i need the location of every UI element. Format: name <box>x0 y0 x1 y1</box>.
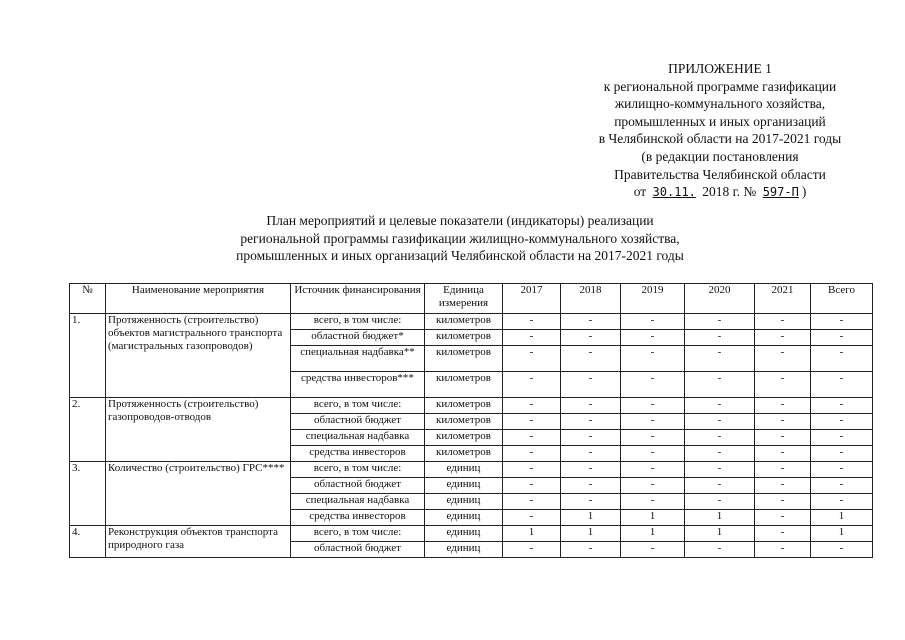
plan-title-line: региональной программы газификации жилищно-коммунального хозяйства, <box>240 230 680 246</box>
handwritten-number: 597-П <box>762 185 799 200</box>
cell-value-2018: - <box>561 542 621 558</box>
cell-activity-name: Протяженность (строительство) газопроводов-отводов <box>106 398 291 462</box>
cell-value-2017: - <box>503 398 561 414</box>
cell-value-total: - <box>811 414 873 430</box>
cell-funding-source: специальная надбавка <box>291 494 425 510</box>
cell-value-2019: - <box>621 398 685 414</box>
cell-unit: километров <box>425 430 503 446</box>
cell-value-total: - <box>811 494 873 510</box>
cell-value-2021: - <box>755 346 811 372</box>
header-2021: 2021 <box>755 284 811 314</box>
appendix-line: (в редакции постановления <box>641 148 799 164</box>
header-unit: Единица измерения <box>425 284 503 314</box>
cell-value-2017: - <box>503 478 561 494</box>
cell-unit: единиц <box>425 542 503 558</box>
cell-value-2020: - <box>685 372 755 398</box>
cell-value-2018: - <box>561 398 621 414</box>
table-row <box>70 398 873 414</box>
handwritten-date: 30.11. <box>652 185 696 200</box>
cell-number: 3. <box>70 462 106 526</box>
cell-value-2017: - <box>503 446 561 462</box>
header-2018: 2018 <box>561 284 621 314</box>
cell-value-2021: - <box>755 446 811 462</box>
plan-title-line: План мероприятий и целевые показатели (индикаторы) реализации <box>266 213 654 228</box>
cell-value-total: - <box>811 346 873 372</box>
cell-funding-source: всего, в том числе: <box>291 398 425 414</box>
appendix-title: ПРИЛОЖЕНИЕ 1 <box>668 61 772 76</box>
cell-value-2018: - <box>561 494 621 510</box>
cell-value-2020: - <box>685 314 755 330</box>
cell-unit: километров <box>425 314 503 330</box>
cell-funding-source: всего, в том числе: <box>291 526 425 542</box>
cell-value-total: 1 <box>811 526 873 542</box>
cell-unit: единиц <box>425 526 503 542</box>
cell-value-2020: - <box>685 346 755 372</box>
cell-funding-source: специальная надбавка <box>291 430 425 446</box>
cell-number: 4. <box>70 526 106 558</box>
plan-title <box>150 212 770 265</box>
cell-value-2021: - <box>755 398 811 414</box>
cell-value-2020: - <box>685 494 755 510</box>
cell-funding-source: средства инвесторов <box>291 510 425 526</box>
cell-value-2017: - <box>503 462 561 478</box>
cell-funding-source: всего, в том числе: <box>291 462 425 478</box>
cell-value-total: - <box>811 398 873 414</box>
appendix-line: в Челябинской области на 2017-2021 годы <box>598 131 842 147</box>
cell-unit: единиц <box>425 494 503 510</box>
cell-value-2019: 1 <box>621 526 685 542</box>
table-row <box>70 314 873 330</box>
cell-value-total: - <box>811 446 873 462</box>
cell-value-2021: - <box>755 462 811 478</box>
cell-value-2017: - <box>503 372 561 398</box>
table-row <box>70 526 873 542</box>
cell-value-2019: - <box>621 494 685 510</box>
cell-activity-name: Количество (строительство) ГРС**** <box>106 462 291 526</box>
cell-value-total: - <box>811 462 873 478</box>
cell-value-2019: 1 <box>621 510 685 526</box>
indicators-table <box>69 283 873 558</box>
cell-value-total: 1 <box>811 510 873 526</box>
cell-value-total: - <box>811 542 873 558</box>
cell-value-2019: - <box>621 430 685 446</box>
appendix-line: промышленных и иных организаций <box>614 113 826 129</box>
cell-unit: километров <box>425 330 503 346</box>
appendix-line: Правительства Челябинской области <box>614 166 826 182</box>
cell-value-2018: - <box>561 372 621 398</box>
cell-value-2017: - <box>503 346 561 372</box>
appendix-header <box>560 60 880 202</box>
cell-value-2020: - <box>685 414 755 430</box>
cell-value-2018: - <box>561 478 621 494</box>
appendix-line: жилищно-коммунального хозяйства, <box>614 96 826 112</box>
cell-unit: километров <box>425 414 503 430</box>
cell-value-2018: - <box>561 414 621 430</box>
cell-value-2018: - <box>561 430 621 446</box>
cell-unit: километров <box>425 372 503 398</box>
cell-value-2018: - <box>561 314 621 330</box>
cell-value-2020: - <box>685 478 755 494</box>
table-header-row <box>70 284 873 314</box>
header-2020: 2020 <box>685 284 755 314</box>
cell-value-2020: 1 <box>685 526 755 542</box>
header-2019: 2019 <box>621 284 685 314</box>
date-suffix: ) <box>801 184 807 200</box>
table-row <box>70 462 873 478</box>
header-name: Наименование мероприятия <box>106 284 291 314</box>
cell-unit: единиц <box>425 478 503 494</box>
cell-value-2021: - <box>755 494 811 510</box>
cell-activity-name: Протяженность (строительство) объектов магистрального транспорта (магистральных газопроводов) <box>106 314 291 398</box>
cell-value-total: - <box>811 478 873 494</box>
cell-funding-source: областной бюджет <box>291 414 425 430</box>
cell-value-2021: - <box>755 314 811 330</box>
cell-value-2018: - <box>561 346 621 372</box>
cell-value-2019: - <box>621 446 685 462</box>
header-source: Источник финансирования <box>291 284 425 314</box>
cell-value-2021: - <box>755 414 811 430</box>
cell-value-2018: 1 <box>561 510 621 526</box>
header-num: № <box>70 284 106 314</box>
cell-value-2017: - <box>503 542 561 558</box>
cell-value-2020: - <box>685 446 755 462</box>
cell-value-2020: - <box>685 398 755 414</box>
cell-unit: километров <box>425 398 503 414</box>
cell-activity-name: Реконструкция объектов транспорта природного газа <box>106 526 291 558</box>
cell-value-2020: - <box>685 542 755 558</box>
cell-value-2019: - <box>621 414 685 430</box>
cell-value-2018: 1 <box>561 526 621 542</box>
cell-value-2020: - <box>685 330 755 346</box>
cell-funding-source: средства инвесторов <box>291 446 425 462</box>
cell-unit: километров <box>425 346 503 372</box>
cell-funding-source: областной бюджет <box>291 542 425 558</box>
cell-value-2019: - <box>621 314 685 330</box>
cell-value-2017: - <box>503 510 561 526</box>
cell-number: 1. <box>70 314 106 398</box>
cell-value-2017: - <box>503 414 561 430</box>
cell-value-total: - <box>811 314 873 330</box>
cell-value-2020: - <box>685 462 755 478</box>
cell-value-2018: - <box>561 330 621 346</box>
cell-value-2021: - <box>755 478 811 494</box>
cell-value-2021: - <box>755 372 811 398</box>
cell-value-2021: - <box>755 526 811 542</box>
cell-value-2021: - <box>755 542 811 558</box>
cell-number: 2. <box>70 398 106 462</box>
cell-value-2018: - <box>561 446 621 462</box>
cell-funding-source: областной бюджет <box>291 478 425 494</box>
header-2017: 2017 <box>503 284 561 314</box>
cell-value-2020: - <box>685 430 755 446</box>
cell-value-2018: - <box>561 462 621 478</box>
cell-unit: километров <box>425 446 503 462</box>
cell-value-2021: - <box>755 430 811 446</box>
header-total: Всего <box>811 284 873 314</box>
table-body <box>70 314 873 558</box>
cell-unit: единиц <box>425 462 503 478</box>
cell-value-2019: - <box>621 542 685 558</box>
resolution-date-line <box>560 183 880 202</box>
cell-value-2020: 1 <box>685 510 755 526</box>
cell-value-2019: - <box>621 346 685 372</box>
cell-value-2019: - <box>621 478 685 494</box>
plan-title-line: промышленных и иных организаций Челябинской области на 2017-2021 годы <box>236 248 684 264</box>
cell-funding-source: всего, в том числе: <box>291 314 425 330</box>
cell-value-2019: - <box>621 372 685 398</box>
cell-value-total: - <box>811 330 873 346</box>
date-prefix: от <box>633 184 647 200</box>
cell-value-2017: 1 <box>503 526 561 542</box>
cell-unit: единиц <box>425 510 503 526</box>
cell-value-2019: - <box>621 330 685 346</box>
cell-funding-source: специальная надбавка** <box>291 346 425 372</box>
cell-value-total: - <box>811 430 873 446</box>
cell-value-2021: - <box>755 330 811 346</box>
cell-funding-source: средства инвесторов*** <box>291 372 425 398</box>
cell-value-2017: - <box>503 494 561 510</box>
cell-value-2019: - <box>621 462 685 478</box>
cell-value-2017: - <box>503 314 561 330</box>
cell-value-2017: - <box>503 330 561 346</box>
date-year: 2018 г. № <box>702 184 757 200</box>
cell-funding-source: областной бюджет* <box>291 330 425 346</box>
cell-value-2017: - <box>503 430 561 446</box>
cell-value-2021: - <box>755 510 811 526</box>
cell-value-total: - <box>811 372 873 398</box>
appendix-line: к региональной программе газификации <box>603 78 837 94</box>
